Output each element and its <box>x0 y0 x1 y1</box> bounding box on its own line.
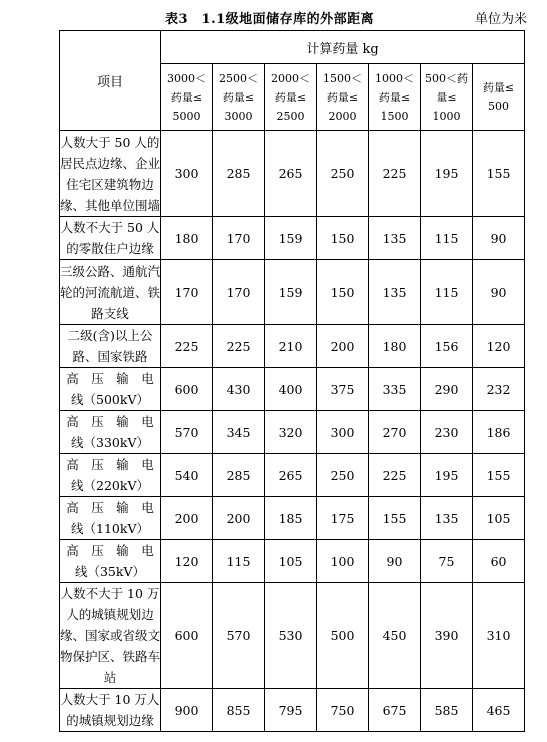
column-header <box>317 64 369 131</box>
unit-note: 单位为米 <box>474 12 527 27</box>
table-cell: 375 <box>317 368 369 411</box>
column-header <box>265 64 317 131</box>
table-cell: 300 <box>317 411 369 454</box>
column-header-line: 1000＜ <box>375 71 414 85</box>
table-row <box>60 217 525 260</box>
column-header <box>473 64 525 131</box>
table-cell: 175 <box>317 497 369 540</box>
table-cell: 200 <box>317 325 369 368</box>
table-row <box>60 260 525 325</box>
column-header-line: 药量≤ <box>222 90 255 104</box>
column-header-line: 1000 <box>432 109 461 123</box>
table-cell: 156 <box>421 325 473 368</box>
column-header-line: 5000 <box>172 109 201 123</box>
table-cell: 675 <box>369 689 421 732</box>
table-cell: 250 <box>317 131 369 217</box>
table-cell: 90 <box>473 260 525 325</box>
table-cell: 265 <box>265 454 317 497</box>
column-header-line: 1500 <box>380 109 409 123</box>
table-cell: 75 <box>421 540 473 583</box>
column-header-line: 2000 <box>328 109 357 123</box>
table-cell: 225 <box>213 325 265 368</box>
table-cell: 180 <box>369 325 421 368</box>
table-cell: 120 <box>473 325 525 368</box>
column-header <box>161 64 213 131</box>
table-cell: 180 <box>161 217 213 260</box>
table-cell: 159 <box>265 260 317 325</box>
table-cell: 115 <box>421 260 473 325</box>
table-cell: 500 <box>317 583 369 689</box>
table-cell: 225 <box>161 325 213 368</box>
column-header <box>369 64 421 131</box>
table-cell: 600 <box>161 368 213 411</box>
column-header-line: 药量≤ <box>378 90 411 104</box>
row-label: 高 压 输 电 线（330kV） <box>60 411 161 454</box>
column-header-line: 500 <box>488 100 510 113</box>
row-label: 三级公路、通航汽轮的河流航道、铁路支线 <box>60 260 161 325</box>
table-row <box>60 497 525 540</box>
table-cell: 170 <box>161 260 213 325</box>
table-cell: 400 <box>265 368 317 411</box>
table-cell: 232 <box>473 368 525 411</box>
column-header-line: 2500＜ <box>219 71 258 85</box>
row-label: 二级(含)以上公路、国家铁路 <box>60 325 161 368</box>
table-cell: 540 <box>161 454 213 497</box>
table-cell: 195 <box>421 131 473 217</box>
table-caption <box>0 6 547 28</box>
table-cell: 200 <box>161 497 213 540</box>
column-header-line: 药量≤ <box>482 81 515 94</box>
table-cell: 570 <box>161 411 213 454</box>
table-cell: 570 <box>213 583 265 689</box>
table-title: 表3 1.1级地面储存库的外部距离 <box>165 12 375 27</box>
table-cell: 450 <box>369 583 421 689</box>
row-label: 人数大于 10 万人的城镇规划边缘 <box>60 689 161 732</box>
table-cell: 600 <box>161 583 213 689</box>
table-row <box>60 325 525 368</box>
table-body <box>60 131 525 732</box>
table-cell: 795 <box>265 689 317 732</box>
column-header-line: 药量≤ <box>326 90 359 104</box>
table-cell: 335 <box>369 368 421 411</box>
table-cell: 120 <box>161 540 213 583</box>
distance-table <box>59 30 525 732</box>
column-header-line: 药量≤ <box>274 90 307 104</box>
table-cell: 155 <box>473 454 525 497</box>
column-header-line: 3000 <box>224 109 253 123</box>
table-cell: 200 <box>213 497 265 540</box>
table-cell: 900 <box>161 689 213 732</box>
group-header: 计算药量 kg <box>161 31 525 64</box>
table-cell: 225 <box>369 454 421 497</box>
table-cell: 155 <box>473 131 525 217</box>
table-cell: 115 <box>213 540 265 583</box>
table-cell: 265 <box>265 131 317 217</box>
table-row <box>60 583 525 689</box>
table-cell: 310 <box>473 583 525 689</box>
table-cell: 285 <box>213 454 265 497</box>
table-cell: 290 <box>421 368 473 411</box>
table-cell: 230 <box>421 411 473 454</box>
column-header-line: 2500 <box>276 109 305 123</box>
row-label: 人数大于 50 人的居民点边缘、企业住宅区建筑物边缘、其他单位围墙 <box>60 131 161 217</box>
table-cell: 100 <box>317 540 369 583</box>
table-cell: 750 <box>317 689 369 732</box>
table-cell: 150 <box>317 217 369 260</box>
table-cell: 300 <box>161 131 213 217</box>
item-header: 项目 <box>60 31 161 131</box>
table-cell: 90 <box>369 540 421 583</box>
table-cell: 430 <box>213 368 265 411</box>
table-row <box>60 454 525 497</box>
row-label: 人数不大于 10 万人的城镇规划边缘、国家或省级文物保护区、铁路车站 <box>60 583 161 689</box>
table-cell: 170 <box>213 217 265 260</box>
column-header-line: 500＜药 <box>425 71 468 85</box>
row-label: 高 压 输 电 线（500kV） <box>60 368 161 411</box>
column-header-line: 量≤ <box>436 90 457 104</box>
row-label: 高 压 输 电 线（110kV） <box>60 497 161 540</box>
table-cell: 135 <box>369 217 421 260</box>
table-cell: 115 <box>421 217 473 260</box>
table-cell: 250 <box>317 454 369 497</box>
table-cell: 90 <box>473 217 525 260</box>
table-cell: 465 <box>473 689 525 732</box>
table-row <box>60 131 525 217</box>
table-cell: 855 <box>213 689 265 732</box>
table-cell: 105 <box>473 497 525 540</box>
table-cell: 185 <box>265 497 317 540</box>
table-cell: 170 <box>213 260 265 325</box>
table-cell: 186 <box>473 411 525 454</box>
column-header-line: 1500＜ <box>323 71 362 85</box>
table-cell: 530 <box>265 583 317 689</box>
column-header-line: 药量≤ <box>170 90 203 104</box>
table-cell: 150 <box>317 260 369 325</box>
table-row <box>60 411 525 454</box>
table-cell: 225 <box>369 131 421 217</box>
table-cell: 390 <box>421 583 473 689</box>
table-cell: 159 <box>265 217 317 260</box>
row-label: 高 压 输 电 线（220kV） <box>60 454 161 497</box>
table-cell: 135 <box>369 260 421 325</box>
table-row <box>60 540 525 583</box>
table-cell: 270 <box>369 411 421 454</box>
column-header-line: 2000＜ <box>271 71 310 85</box>
table-cell: 345 <box>213 411 265 454</box>
table-cell: 210 <box>265 325 317 368</box>
table-cell: 285 <box>213 131 265 217</box>
table-cell: 585 <box>421 689 473 732</box>
table-cell: 60 <box>473 540 525 583</box>
table-cell: 105 <box>265 540 317 583</box>
table-cell: 320 <box>265 411 317 454</box>
row-label: 高 压 输 电 线（35kV） <box>60 540 161 583</box>
table-cell: 155 <box>369 497 421 540</box>
column-header <box>421 64 473 131</box>
table-row <box>60 689 525 732</box>
table-row <box>60 368 525 411</box>
column-header <box>213 64 265 131</box>
column-header-line: 3000＜ <box>167 71 206 85</box>
table-cell: 195 <box>421 454 473 497</box>
row-label: 人数不大于 50 人的零散住户边缘 <box>60 217 161 260</box>
header-row-top <box>60 31 525 64</box>
table-cell: 135 <box>421 497 473 540</box>
